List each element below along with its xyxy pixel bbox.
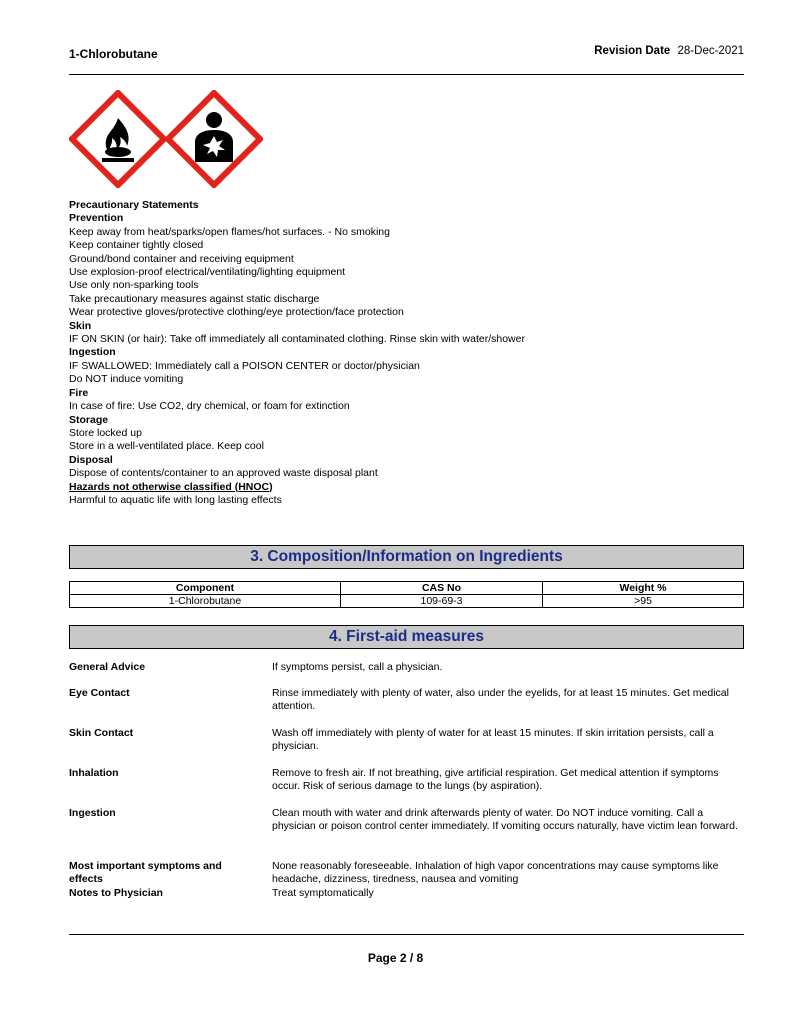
flame-pictogram-icon — [69, 90, 167, 188]
prevention-line: Ground/bond container and receiving equipment — [69, 252, 294, 265]
prec-title: Precautionary Statements — [69, 199, 199, 211]
table-row — [70, 595, 744, 608]
hnoc-heading: Hazards not otherwise classified (HNOC) — [69, 480, 273, 493]
first-aid-label: Skin Contact — [69, 727, 134, 739]
first-aid-text: If symptoms persist, call a physician. — [272, 661, 443, 673]
column-header: CAS No — [341, 582, 543, 595]
first-aid-text: Remove to fresh air. If not breathing, give artificial respiration. Get medical attention if symptoms occur. Risk of serious damage to the lungs (by aspiration). — [272, 767, 719, 793]
revision-label: Revision Date — [594, 45, 671, 57]
column-header: Component — [70, 582, 341, 595]
column-header: Weight % — [543, 582, 744, 595]
prevention-line: Keep container tightly closed — [69, 239, 204, 252]
footer-rule — [69, 934, 744, 935]
disposal-heading: Disposal — [69, 453, 113, 466]
storage-line: Store in a well-ventilated place. Keep cool — [69, 440, 264, 453]
prevention-line: Use only non-sparking tools — [69, 279, 199, 292]
fire-line: In case of fire: Use CO2, dry chemical, or foam for extinction — [69, 400, 350, 413]
header-rule — [69, 74, 744, 75]
first-aid-label: Most important symptoms and effects — [69, 860, 222, 886]
section-4-title: 4. First-aid measures — [69, 625, 744, 649]
revision-date: 28-Dec-2021 — [677, 45, 744, 57]
first-aid-text: Wash off immediately with plenty of water for at least 15 minutes. If skin irritation persists, call a physician. — [272, 727, 714, 753]
prevention-line: Use explosion-proof electrical/ventilating/lighting equipment — [69, 266, 346, 279]
ingestion-heading: Ingestion — [69, 346, 116, 359]
health-hazard-pictogram-icon — [165, 90, 263, 188]
composition-table — [69, 581, 744, 608]
storage-line: Store locked up — [69, 426, 142, 439]
first-aid-label: Ingestion — [69, 807, 116, 819]
skin-heading: Skin — [69, 319, 92, 332]
table-cell: 109-69-3 — [341, 595, 543, 608]
table-header-row — [70, 582, 744, 595]
prevention-line: Take precautionary measures against static discharge — [69, 292, 320, 305]
ingestion-line: Do NOT induce vomiting — [69, 373, 184, 386]
skin-line: IF ON SKIN (or hair): Take off immediately all contaminated clothing. Rinse skin with water/shower — [69, 333, 525, 346]
first-aid-label: Inhalation — [69, 767, 119, 779]
table-cell: >95 — [543, 595, 744, 608]
prevention-line: Keep away from heat/sparks/open flames/hot surfaces. - No smoking — [69, 225, 390, 238]
prevention-heading: Prevention — [69, 212, 124, 225]
table-cell: 1-Chlorobutane — [70, 595, 341, 608]
disposal-line: Dispose of contents/container to an approved waste disposal plant — [69, 467, 378, 480]
product-name: 1-Chlorobutane — [69, 47, 158, 61]
storage-heading: Storage — [69, 413, 109, 426]
first-aid-text: Rinse immediately with plenty of water, also under the eyelids, for at least 15 minutes. Get medical attention. — [272, 687, 729, 713]
section-3-title: 3. Composition/Information on Ingredients — [69, 545, 744, 569]
fire-heading: Fire — [69, 386, 89, 399]
revision-info — [594, 45, 744, 57]
first-aid-text: Clean mouth with water and drink afterwards plenty of water. Do NOT induce vomiting. Call a physician or poison control center immediately. If vomiting occurs naturally, have victim lean forward. — [272, 807, 738, 833]
precautionary-statements — [69, 199, 525, 507]
first-aid-label: Eye Contact — [69, 687, 130, 699]
page-number: Page 2 / 8 — [367, 951, 424, 965]
first-aid-label: General Advice — [69, 661, 146, 673]
ingestion-line: IF SWALLOWED: Immediately call a POISON CENTER or doctor/physician — [69, 359, 420, 372]
prevention-line: Wear protective gloves/protective clothing/eye protection/face protection — [69, 306, 404, 319]
first-aid-text: Treat symptomatically — [272, 887, 374, 899]
hnoc-line: Harmful to aquatic life with long lasting effects — [69, 493, 282, 506]
first-aid-label: Notes to Physician — [69, 887, 163, 899]
first-aid-text: None reasonably foreseeable. Inhalation of high vapor concentrations may cause symptoms like headache, dizziness, tiredness, nausea and vomiting — [272, 860, 719, 886]
